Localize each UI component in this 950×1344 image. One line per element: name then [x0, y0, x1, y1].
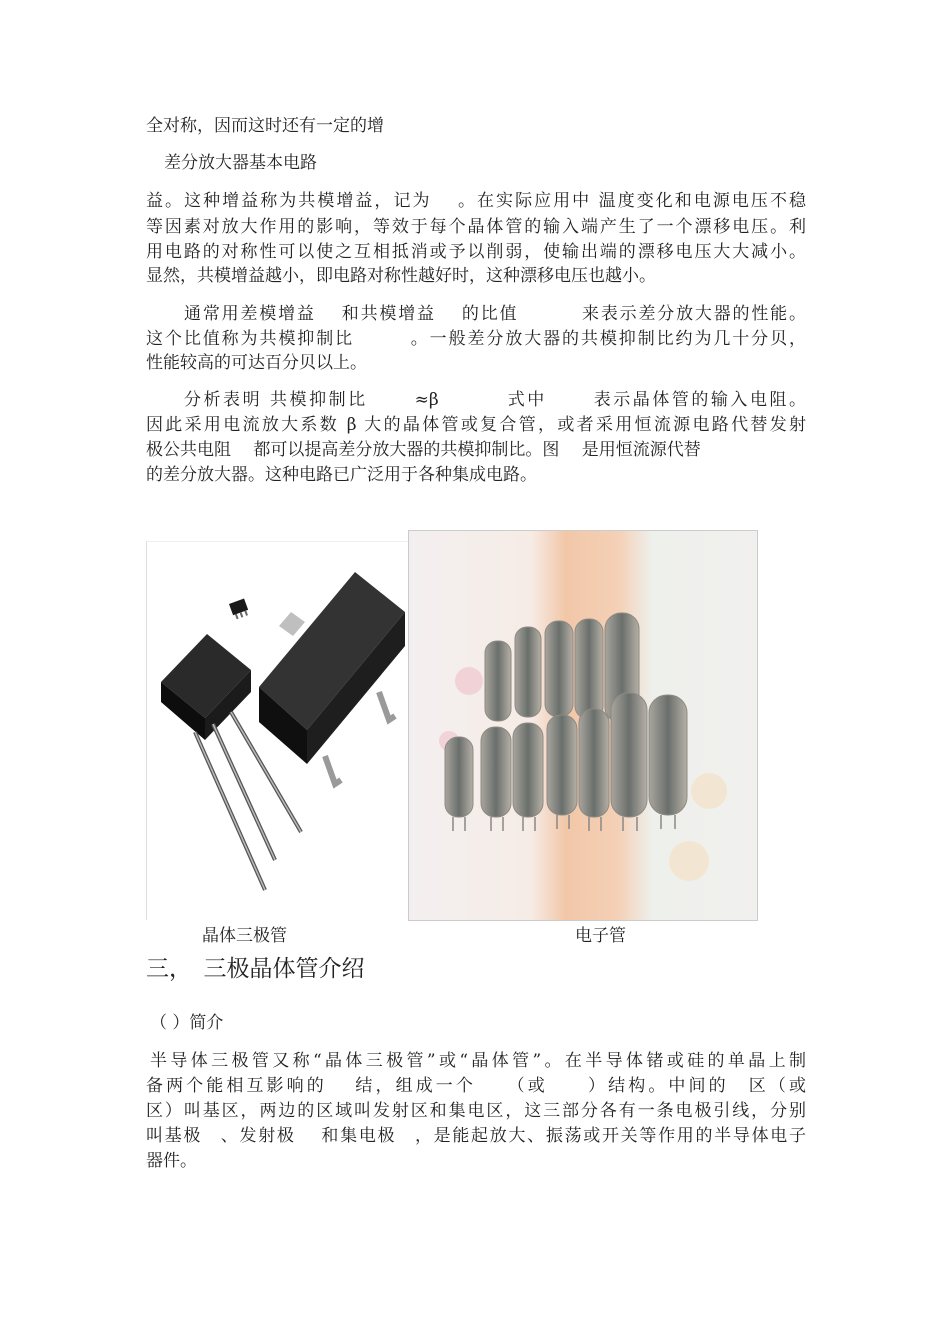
- paragraph-line: 器件。: [146, 1151, 197, 1171]
- tube-caption: 电子管: [575, 926, 626, 946]
- paragraph-line: 用电路的对称性可以使之互相抵消或予以削弱，使输出端的漂移电压大大减小。: [146, 242, 806, 262]
- paragraph-line: 因此采用电流放大系数 β 大的晶体管或复合管，或者采用恒流源电路代替发射: [146, 415, 806, 435]
- paragraph-line: 性能较高的可达百分贝以上。: [146, 353, 367, 373]
- paragraph-line: 区）叫基区，两边的区域叫发射区和集电区，这三部分各有一条电极引线，分别: [146, 1101, 806, 1121]
- paragraph-line: 备两个能相互影响的 结，组成一个 （或 ）结构。中间的 区（或: [146, 1076, 806, 1096]
- transistor-image: [146, 541, 409, 920]
- paragraph-line: 分析表明 共模抑制比 ≈β 式中 表示晶体管的输入电阻。: [184, 390, 806, 410]
- paragraph-line: 叫基极 、发射极 和集电极 ，是能起放大、振荡或开关等作用的半导体电子: [146, 1126, 806, 1146]
- paragraph-line: 半导体三极管又称“晶体三极管”或“晶体管”。在半导体锗或硅的单晶上制: [150, 1051, 806, 1071]
- paragraph-line: 极公共电阻 都可以提高差分放大器的共模抑制比。图 是用恒流源代替: [146, 440, 701, 460]
- paragraph-line: 通常用差模增益 和共模增益 的比值 来表示差分放大器的性能。: [184, 304, 806, 324]
- paragraph-line: 显然，共模增益越小，即电路对称性越好时，这种漂移电压也越小。: [146, 266, 656, 286]
- paragraph-line: 的差分放大器。这种电路已广泛用于各种集成电路。: [146, 465, 537, 485]
- section-heading: 三， 三极晶体管介绍: [146, 956, 365, 982]
- paragraph-line: 等因素对放大作用的影响，等效于每个晶体管的输入端产生了一个漂移电压。利: [146, 217, 806, 237]
- text-line: 全对称，因而这时还有一定的增: [146, 116, 384, 136]
- vacuum-tube-image: [408, 530, 758, 921]
- paragraph-line: 益。这种增益称为共模增益，记为 。在实际应用中 温度变化和电源电压不稳: [146, 191, 806, 211]
- paragraph-line: 这个比值称为共模抑制比 。一般差分放大器的共模抑制比约为几十分贝，: [146, 329, 806, 349]
- transistor-caption: 晶体三极管: [202, 926, 287, 946]
- subsection-heading: （ ）简介: [150, 1013, 224, 1033]
- subheading: 差分放大器基本电路: [164, 153, 317, 173]
